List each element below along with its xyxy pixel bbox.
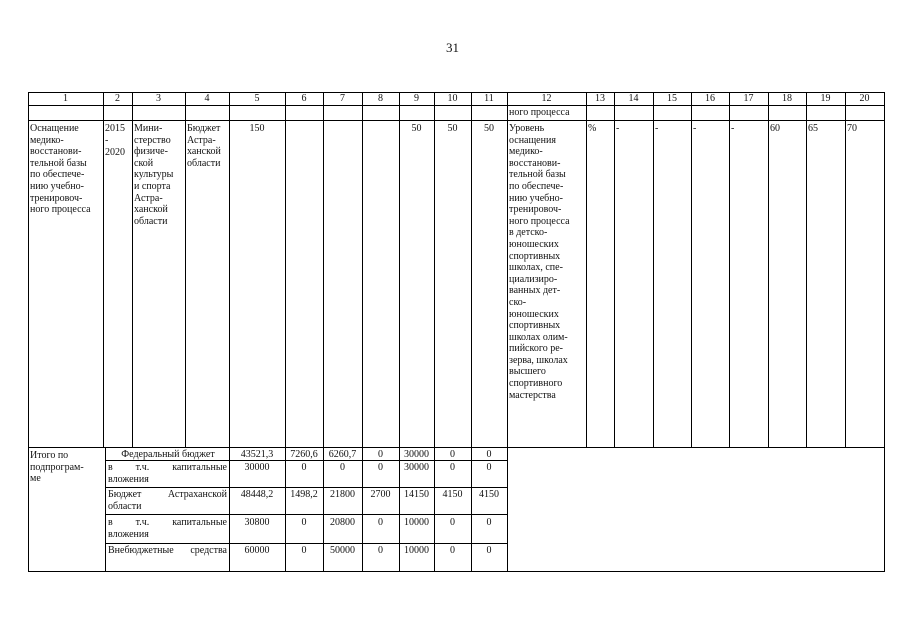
totals-value: 14150 (404, 489, 429, 500)
totals-value: 0 (450, 545, 455, 556)
column-number: 14 (628, 93, 639, 104)
col-14-border (614, 92, 615, 448)
column-number: 13 (595, 93, 605, 104)
header-bottom-border (28, 105, 885, 106)
total-row-4-border (105, 543, 507, 544)
totals-value: 4150 (442, 489, 463, 500)
indicator-value-col-18: 60 (770, 123, 780, 134)
column-number: 5 (254, 93, 260, 104)
column-number: 9 (414, 93, 419, 104)
value-col-11: 50 (484, 123, 494, 134)
column-number: 10 (447, 93, 458, 104)
column-number: 12 (541, 93, 552, 104)
totals-value: 0 (450, 449, 455, 460)
col-20-border (845, 92, 846, 448)
column-number: 18 (782, 93, 792, 104)
col-19-border (806, 92, 807, 448)
indicator-description: Уровень оснащения медико- восстанови- тельной базы по обеспече- нию учебно- тренировоч- ного процесса в детско- юношеских спортивных школах, спе- циализиро- ванных дет- ско- юношеских спортивных школах олим- пийского ре- зерва, школах высшего спортивного мастерства (509, 123, 570, 401)
col-16-border (691, 92, 692, 448)
indicator-value-col-17: - (731, 123, 735, 134)
total-row-3-border (105, 514, 507, 515)
continued-indicator-text: ного процесса (509, 107, 570, 118)
totals-value: 0 (486, 449, 492, 460)
column-number: 8 (378, 93, 383, 104)
totals-value: 10000 (404, 545, 429, 556)
column-number: 1 (63, 93, 68, 104)
value-col-10: 50 (447, 123, 458, 134)
totals-row-name: в т.ч. капитальные вложения (108, 462, 227, 485)
column-number: 11 (484, 93, 494, 104)
totals-value: 0 (378, 545, 383, 556)
indicator-value-col-19: 65 (808, 123, 818, 134)
totals-value: 0 (450, 517, 455, 528)
col-17-border (729, 92, 730, 448)
totals-value: 4150 (479, 489, 499, 500)
totals-value: 6260,7 (328, 449, 357, 460)
totals-value: 43521,3 (240, 449, 274, 460)
indicator-value-col-16: - (693, 123, 697, 134)
page-number: 31 (446, 40, 459, 55)
column-number: 17 (743, 93, 754, 104)
totals-value: 0 (378, 462, 383, 473)
program-table (28, 92, 885, 572)
totals-value: 0 (486, 517, 492, 528)
totals-value: 0 (486, 462, 492, 473)
totals-value: 0 (450, 462, 455, 473)
totals-value: 60000 (244, 545, 270, 556)
indicator-value-col-15: - (655, 123, 659, 134)
column-number: 19 (820, 93, 831, 104)
col-3-totals-border (105, 447, 106, 572)
table-right-border (884, 92, 885, 572)
totals-value: 0 (378, 517, 383, 528)
funding-source: Бюджет Астра- ханской области (187, 123, 221, 169)
col-12-border (507, 92, 508, 572)
totals-row-name: Внебюджетные средства (108, 545, 227, 556)
column-number: 4 (204, 93, 210, 104)
total-value: 150 (249, 123, 265, 134)
main-row-bottom-border (28, 447, 885, 448)
totals-row-name: Федеральный бюджет (121, 449, 215, 460)
totals-row-name: Бюджет Астраханской области (108, 489, 227, 512)
totals-row-name: в т.ч. капитальные вложения (108, 517, 227, 540)
totals-value: 0 (301, 462, 307, 473)
continuation-row-border (28, 120, 885, 121)
measure-name: Оснащение медико- восстанови- тельной базы по обеспече- нию учебно- тренировоч- ного процесса (30, 123, 91, 216)
column-number: 7 (340, 93, 345, 104)
indicator-unit: % (588, 123, 597, 134)
totals-value: 7260,6 (290, 449, 318, 460)
col-2-border (103, 92, 104, 448)
col-4-border (185, 92, 186, 448)
period-start: 2015 (105, 123, 125, 134)
totals-label: Итого по подпрограм- ме (30, 450, 84, 485)
column-number: 15 (667, 93, 677, 104)
indicator-value-col-20: 70 (847, 123, 857, 134)
col-15-border (653, 92, 654, 448)
table-left-border (28, 92, 29, 572)
totals-value: 48448,2 (240, 489, 274, 500)
period-dash: - (105, 135, 109, 146)
col-3-border (132, 92, 133, 448)
value-col-9: 50 (411, 123, 422, 134)
table-bottom-border (28, 571, 885, 572)
total-row-2-border (105, 487, 507, 488)
totals-value: 30000 (404, 449, 429, 460)
column-number: 3 (156, 93, 161, 104)
totals-value: 1498,2 (290, 489, 318, 500)
totals-value: 0 (340, 462, 345, 473)
column-number: 2 (115, 93, 120, 104)
totals-value: 2700 (370, 489, 391, 500)
totals-value: 0 (486, 545, 492, 556)
indicator-value-col-14: - (616, 123, 620, 134)
totals-value: 0 (301, 545, 307, 556)
column-number: 6 (301, 93, 307, 104)
totals-value: 50000 (330, 545, 355, 556)
column-number: 16 (705, 93, 715, 104)
period-end: 2020 (105, 147, 125, 158)
totals-value: 10000 (404, 517, 429, 528)
totals-value: 20800 (330, 517, 355, 528)
totals-value: 30000 (244, 462, 270, 473)
totals-value: 30000 (404, 462, 429, 473)
col-13-border (586, 92, 587, 448)
totals-value: 0 (378, 449, 383, 460)
totals-value: 0 (301, 517, 307, 528)
totals-value: 30800 (244, 517, 270, 528)
totals-value: 21800 (330, 489, 355, 500)
col-18-border (768, 92, 769, 448)
column-number: 20 (859, 93, 870, 104)
executor: Мини- стерство физиче- ской культуры и спорта Астра- ханской области (134, 123, 174, 227)
